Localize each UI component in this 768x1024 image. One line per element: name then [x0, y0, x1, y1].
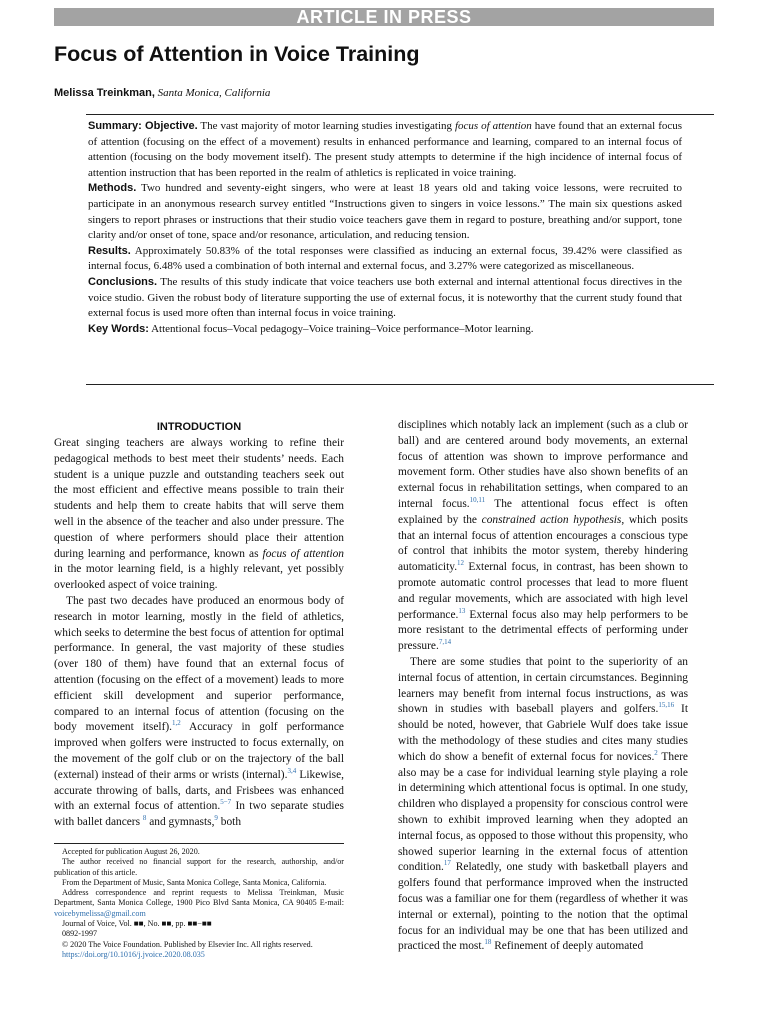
citation[interactable]: 17 [443, 859, 451, 868]
citation[interactable]: 5−7 [220, 798, 232, 807]
citation[interactable]: 12 [457, 559, 465, 568]
citation[interactable]: 7,14 [438, 638, 452, 647]
methods-text: Two hundred and seventy-eight singers, who were at least 18 years old and taking voice lessons, were recruited to participate in an anonymous research survey entitled “Instructions given to singers in voice lessons.” The main six questions asked singers to report phrases or instructions that their studio voice teachers gave them in regard to posture, breathing and/or support, tone clarity and/or onset of tone, space and/or resonance, articulation, and reducing tension. [88, 182, 682, 242]
footnote-copyright: © 2020 The Voice Foundation. Published by Elsevier Inc. All rights reserved. [62, 939, 313, 949]
author-name: Melissa Treinkman, [54, 87, 155, 99]
citation[interactable]: 15,16 [658, 701, 675, 710]
article-in-press-banner: ARTICLE IN PRESS [54, 8, 714, 26]
footnote-issn: 0892-1997 [62, 929, 98, 939]
citation[interactable]: 10,11 [469, 496, 486, 505]
results-label: Results. [88, 244, 131, 257]
keywords-text: Attentional focus–Vocal pedagogy–Voice training–Voice performance–Motor learning. [151, 322, 534, 335]
intro-paragraph-2: The past two decades have produced an enormous body of research in motor learning, mostly in the field of athletics, which seeks to determine the best focus of attention for optimal performance. In general, the vast majority of these studies (over 180 of them) have found that an external focus of attention (focusing on the effect of a movement) leads to more efficient skill development and superior performance, compared to an internal focus of attention (focusing on the body movement itself).$^{1,2}$ Accuracy in golf performance improved when golfers were instructed to focus externally, on the movement of the golf club or on the trajectory of the ball (external) instead of their arms or wrists (internal).$^{3,4}$ Likewise, accurate throwing of balls, darts, and Frisbees was enhanced with an external focus of attention.$^{5-7}$ In two separate studies with ballet dancers $^8$ and gymnasts,$^9$ both [54, 594, 344, 829]
abstract-keywords [88, 322, 682, 338]
results-text: Approximately 50.83% of the total responses were classified as inducing an external focus, 39.42% were classified as internal focus, 6.48% used a combination of both internal and external focus, and 3.27% were categorized as miscellaneous. [88, 244, 682, 273]
citation[interactable]: 1,2 [172, 719, 181, 728]
summary-text-cont: have found that an external focus of attention (focusing on the effect of a movement) results in enhanced performance and learning, compared to an internal focus of attention (focusing on the body movement itself). The present study attempts to determine if the high incidence of internal focus of attention instruction that has been reported in the realm of athletics is replicated in voice training. [88, 120, 683, 179]
intro-paragraph-3: There are some studies that point to the superiority of an internal focus of attention, in certain circumstances. Beginning learners may benefit from internal focus instructions, as was shown in studies with baseball players and golfers.$^{15,16}$ It should be noted, however, that Gabriele Wulf does take issue with the methodology of these studies and cites many studies which do show a benefit of external focus for novices.$^2$ There also may be a case for individual learning style playing a role in determining which attentional focus is optimal. In one study, children who displayed a propensity for conscious control were shown to exhibit improved learning when they adopted an internal focus, as opposed to those without this propensity, who showed superior learning in the external focus of attention condition.$^{17}$ Relatedly, one study with basketball players and golfers found that performance improved when the instructed focus was a familiar one for them (regardless of whether it was internal or external), pointing to the notion that the optimal focus for an individual may be one that has been utilized and practiced the most.$^{18}$ Refinement of deeply automated [398, 655, 688, 953]
citation[interactable]: 8 [142, 814, 147, 823]
footnote-department: From the Department of Music, Santa Monica College, Santa Monica, California. [62, 877, 327, 887]
footnote-rule [54, 843, 344, 844]
summary-text: The vast majority of motor learning studies investigating [200, 120, 455, 132]
author-email-link[interactable]: voicebymelissa@gmail.com [54, 908, 146, 918]
citation[interactable]: 2 [654, 748, 658, 757]
abstract-methods [88, 181, 682, 243]
summary-emphasis: focus of attention [454, 120, 532, 132]
abstract-conclusions [88, 275, 682, 322]
right-column [398, 418, 688, 955]
footnote-funding: The author received no financial support for the research, authorship, and/or publication of this article. [54, 857, 344, 877]
keywords-label: Key Words: [88, 322, 149, 335]
introduction-heading: INTRODUCTION [156, 421, 242, 433]
intro-paragraph-1: Great singing teachers are always working to refine their pedagogical methods to best meet their students’ needs. Each student is a unique puzzle and outstanding teachers seek out the most efficient and effective means possible to train their students and help them to create habits that will serve them well in the absence of the teacher and also under pressure. The question of where performers should place their attention during learning and performance, known as focus of attention in the motor learning field, is a highly relevant, yet possibly overlooked aspect of voice training. [54, 437, 344, 592]
footnote-accepted: Accepted for publication August 26, 2020. [62, 847, 200, 856]
author-line [54, 87, 270, 99]
abstract-top-rule [86, 114, 714, 115]
abstract-results [88, 244, 682, 275]
footnote-address: Address correspondence and reprint requests to Melissa Treinkman, Music Department, Santa Monica College, 1900 Pico Blvd Santa Monica, CA 90405 E-mail: voicebymelissa@gmail.com [54, 888, 344, 918]
methods-label: Methods. [88, 182, 137, 195]
author-affiliation: Santa Monica, California [157, 87, 271, 99]
conclusions-text: The results of this study indicate that voice teachers use both external and internal attentional focus directives in the voice studio. Given the robust body of literature supporting the use of external focus, it is noteworthy that the current study found that external focus is used more often than internal focus in voice training. [88, 275, 682, 320]
doi-link[interactable]: https://doi.org/10.1016/j.jvoice.2020.08.035 [62, 949, 205, 959]
footnotes [54, 843, 344, 960]
summary-label: Summary: Objective. [88, 120, 198, 132]
intro-paragraph-2-cont: disciplines which notably lack an implement (such as a club or ball) and are centered around body movements, an external focus of attention was shown to improve performance and movement form. Other studies have also shown benefits of an external focus in rehabilitation settings, when compared to an internal focus.$^{10,11}$ The attentional focus effect is often explained by the constrained action hypothesis, which posits that an internal focus of attention encourages a conscious type of control that inhibits the motor system, thereby hindering automaticity.$^{12}$ External focus, in contrast, has been shown to promote automatic control processes that lead to more fluent and regular movements, which are associated with high level performance.$^{13}$ External focus also may help performers to be more resistant to the detrimental effects of performing under pressure.$^{7,14}$ [398, 419, 688, 653]
citation[interactable]: 9 [214, 814, 218, 823]
conclusions-label: Conclusions. [88, 275, 158, 288]
citation[interactable]: 18 [484, 938, 492, 947]
citation[interactable]: 3,4 [287, 766, 297, 775]
abstract [88, 119, 682, 337]
citation[interactable]: 13 [458, 606, 466, 615]
abstract-summary [88, 119, 682, 181]
article-title: Focus of Attention in Voice Training [54, 42, 420, 66]
abstract-bottom-rule [86, 384, 714, 385]
left-column [54, 420, 344, 831]
footnote-journal: Journal of Voice, Vol. ■■, No. ■■, pp. ■■−■■ [62, 919, 212, 929]
